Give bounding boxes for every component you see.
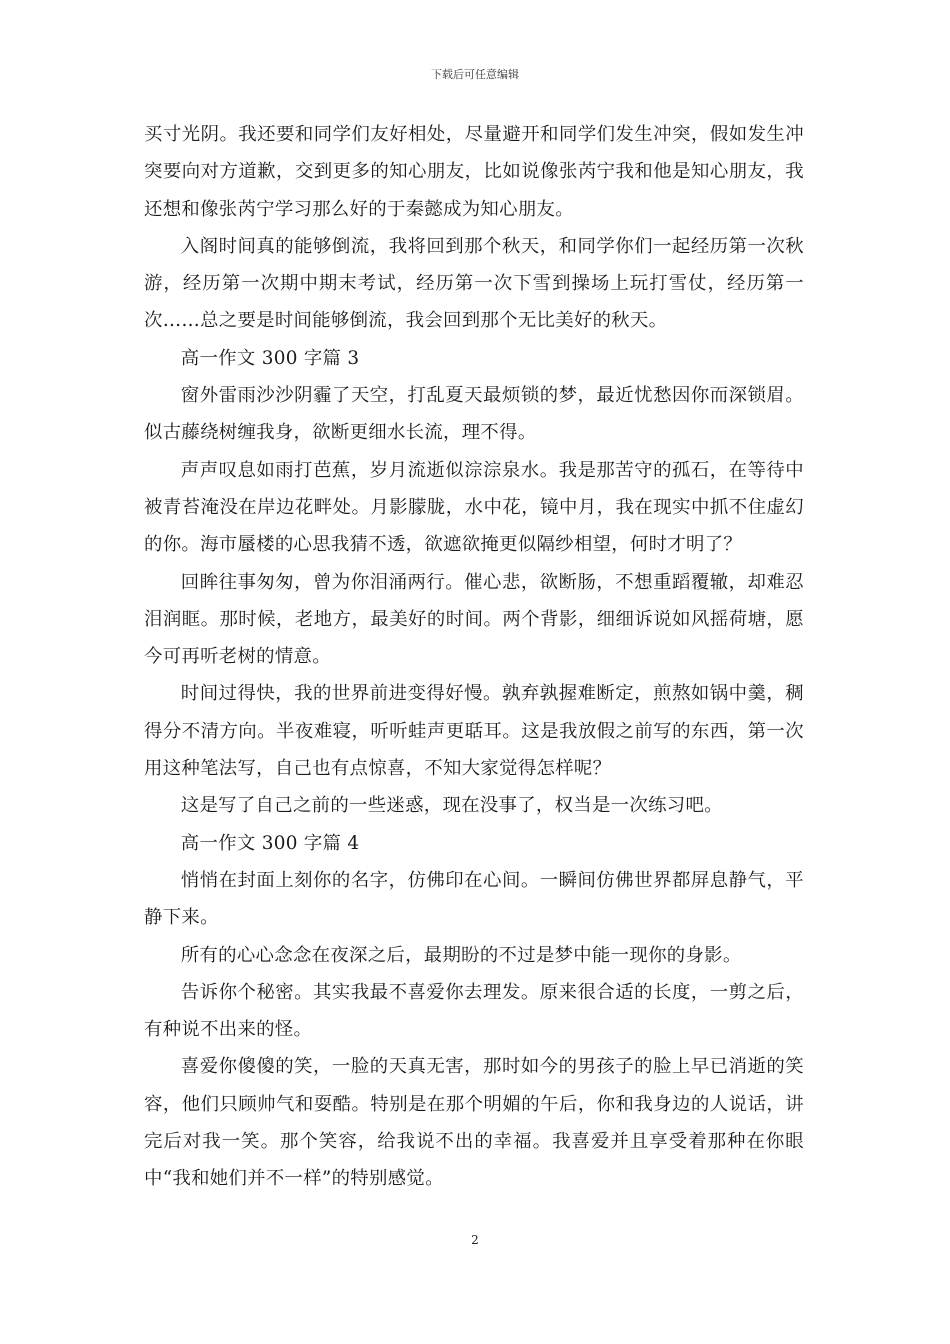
- document-body: [144, 116, 804, 1198]
- paragraph-continued: 买寸光阴。我还要和同学们友好相处，尽量避开和同学们发生冲突，假如发生冲突要向对方道歉，交到更多的知心朋友，比如说像张芮宁我和他是知心朋友，我还想和像张芮宁学习那么好的于秦懿成为知心朋友。: [144, 124, 804, 220]
- paragraph: 窗外雷雨沙沙阴霾了天空，打乱夏天最烦锁的梦，最近忧愁因你而深锁眉。似古藤绕树缠我身，欲断更细水长流，理不得。: [144, 385, 804, 444]
- paragraph: 声声叹息如雨打芭蕉，岁月流逝似淙淙泉水。我是那苦守的孤石，在等待中被青苔淹没在岸边花畔处。月影朦胧，水中花，镜中月，我在现实中抓不住虚幻的你。海市蜃楼的心思我猜不透，欲遮欲掩更似隔纱相望，何时才明了？: [144, 459, 804, 556]
- paragraph: 这是写了自己之前的一些迷惑，现在没事了，权当是一次练习吧。: [180, 795, 723, 817]
- paragraph: 回眸往事匆匆，曾为你泪涌两行。催心悲，欲断肠，不想重蹈覆辙，却难忍泪润眶。那时候，老地方，最美好的时间。两个背影，细细诉说如风摇荷塘，愿今可再听老树的情意。: [144, 571, 804, 668]
- paragraph: 所有的心心念念在夜深之后，最期盼的不过是梦中能一现你的身影。: [180, 944, 742, 966]
- paragraph: 入阁时间真的能够倒流，我将回到那个秋天，和同学你们一起经历第一次秋游，经历第一次期中期末考试，经历第一次下雪到操场上玩打雪仗，经历第一次……总之要是时间能够倒流，我会回到那个无比美好的秋天。: [144, 235, 804, 332]
- section-heading: 高一作文 300 字篇 3: [180, 347, 360, 369]
- paragraph: 告诉你个秘密。其实我最不喜爱你去理发。原来很合适的长度，一剪之后，有种说不出来的怪。: [144, 981, 804, 1041]
- header-note: 下载后可任意编辑: [431, 68, 519, 81]
- paragraph: 时间过得快，我的世界前进变得好慢。孰弃孰握难断定，煎熬如锅中羹，稠得分不清方向。半夜难寝，听听蛙声更聒耳。这是我放假之前写的东西，第一次用这种笔法写，自己也有点惊喜，不知大家觉得怎样呢？: [144, 683, 804, 780]
- page-number: 2: [471, 1233, 479, 1247]
- paragraph: 喜爱你傻傻的笑，一脸的天真无害，那时如今的男孩子的脸上早已消逝的笑容，他们只顾帅气和耍酷。特别是在那个明媚的午后，你和我身边的人说话，讲完后对我一笑。那个笑容，给我说不出的幸福。我喜爱并且享受着那种在你眼中“我和她们并不一样”的特别感觉。: [144, 1056, 804, 1190]
- section-heading: 高一作文 300 字篇 4: [180, 832, 360, 854]
- paragraph: 悄悄在封面上刻你的名字，仿佛印在心间。一瞬间仿佛世界都屏息静气，平静下来。: [144, 869, 804, 929]
